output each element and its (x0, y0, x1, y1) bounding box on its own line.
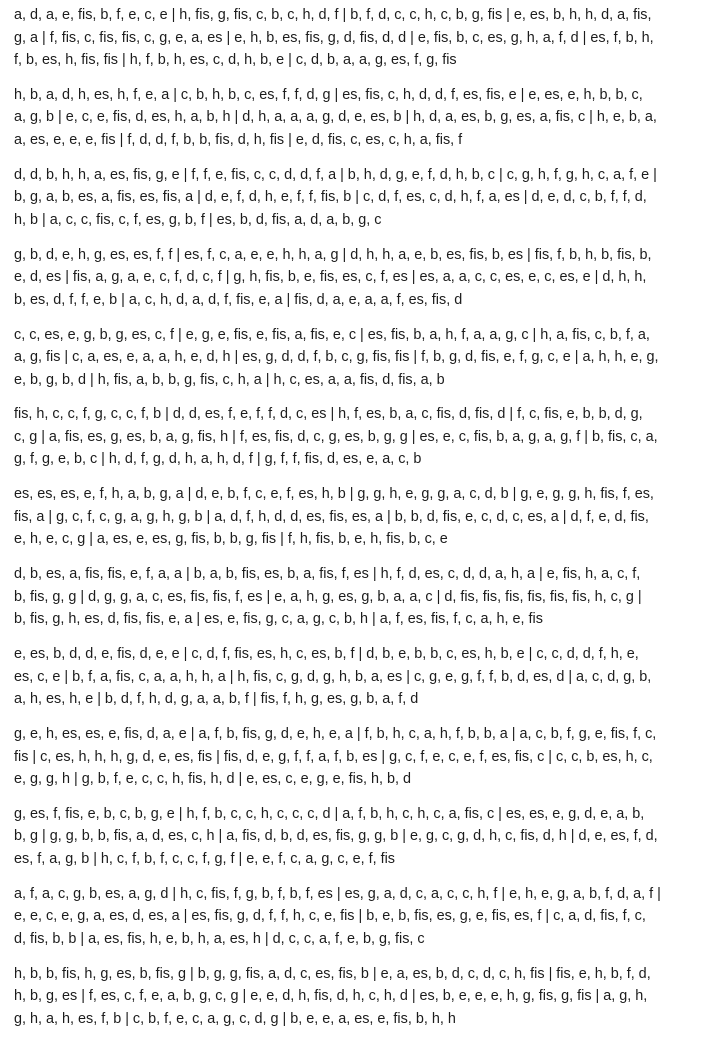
note-sequence-paragraph (14, 164, 714, 232)
text-line: g, b, d, e, h, g, es, es, f, f | es, f, c, a, e, e, h, h, a, g | d, h, h, a, e, b, es, fis, b, es | fis, f, b, h, b, fis, b, (14, 246, 652, 263)
note-sequence-paragraph (14, 84, 714, 152)
text-line: es, es, es, e, f, h, a, b, g, a | d, e, b, f, c, e, f, es, h, b | g, g, h, e, g, g, a, c, d, b | g, e, g, g, h, fis, f, es, (14, 486, 654, 503)
note-sequence-paragraph (14, 803, 714, 871)
text-line: fis | c, es, h, h, h, g, d, e, es, fis | fis, d, e, g, f, f, a, f, b, es | g, c, f, e, c, e, f, es, fis, c | c, c, b, es, h, c, (14, 748, 653, 765)
note-sequence-paragraph (14, 4, 714, 72)
text-line: h, b, b, fis, h, g, es, b, fis, g | b, g, g, fis, a, d, c, es, fis, b | e, a, es, b, d, c, d, c, h, fis | fis, e, h, b, f, d, (14, 965, 651, 982)
text-line: es, f, a, g, b | h, c, f, b, f, c, c, f, g, f | e, e, f, c, a, g, c, e, f, fis (14, 850, 395, 867)
note-sequence-paragraph (14, 563, 714, 631)
document-body (14, 4, 714, 1043)
note-sequence-paragraph (14, 643, 714, 711)
text-line: g, f, g, e, b, c | h, d, f, g, d, h, a, h, d, f | g, f, f, fis, d, es, e, a, c, b (14, 451, 422, 468)
text-line: h, b | a, c, c, fis, c, f, es, g, b, f | es, b, d, fis, a, d, a, b, g, c (14, 211, 382, 228)
text-line: e, b, g, b, d | h, fis, a, b, b, g, fis, c, h, a | h, c, es, a, a, fis, d, fis, a, b (14, 371, 445, 388)
text-line: b, fis, g, h, es, d, fis, fis, e, a | es, e, fis, g, c, a, g, c, b, h | a, f, es, fis, f, c, a, h, e, fis (14, 611, 543, 628)
text-line: g, es, f, fis, e, b, c, b, g, e | h, f, b, c, c, h, c, c, c, d | a, f, b, h, c, h, c, a, fis, c | es, es, e, g, d, e, a, b, (14, 805, 645, 822)
text-line: es, c, e | b, f, a, fis, c, a, a, h, h, a | h, fis, c, g, d, g, h, b, a, es | c, g, e, g, f, f, b, d, es, d | a, c, d, g, b, (14, 668, 652, 685)
text-line: b, fis, g, g | d, g, g, a, c, es, fis, fis, f, es | e, a, h, g, es, g, b, a, a, c | d, fis, fis, fis, fis, fis, fis, h, c, g | (14, 588, 642, 605)
text-line: a, g, b | e, c, e, fis, d, es, h, a, b, h | d, h, a, a, a, g, d, e, es, b | h, d, a, es, b, g, es, a, fis, c | h, e, b, a, (14, 109, 657, 126)
text-line: fis, h, c, c, f, g, c, c, f, b | d, d, es, f, e, f, f, d, c, es | h, f, es, b, a, c, fis, d, fis, d | f, c, fis, e, b, b, d, g, (14, 406, 643, 423)
text-line: fis, a | g, c, f, c, g, a, g, h, g, b | a, d, f, h, d, d, es, fis, es, a | b, b, d, fis, e, c, d, c, es, a | d, f, e, d, fis, (14, 508, 649, 525)
note-sequence-paragraph (14, 324, 714, 392)
note-sequence-paragraph (14, 963, 714, 1031)
note-sequence-paragraph (14, 883, 714, 951)
text-line: e, g, g, h | g, b, f, e, c, c, h, fis, h, d | e, es, c, e, g, e, fis, h, b, d (14, 771, 412, 788)
note-sequence-paragraph (14, 244, 714, 312)
text-line: d, b, es, a, fis, fis, e, f, a, a | b, a, b, fis, es, b, a, fis, f, es | h, f, d, es, c, d, d, a, h, a | e, fis, h, a, c, f, (14, 566, 641, 583)
text-line: c, g | a, fis, es, g, es, b, a, g, fis, h | f, es, fis, d, c, g, es, b, g, g | es, e, c, fis, b, a, g, a, g, f | b, fis, c, a, (14, 428, 658, 445)
text-line: e, d, es | fis, a, g, a, e, c, f, d, c, f | g, h, fis, b, e, fis, es, c, f, es | es, a, a, c, c, es, e, c, es, e | d, h, h, (14, 269, 647, 286)
text-line: g, e, h, es, es, e, fis, d, a, e | a, f, b, fis, g, d, e, h, e, a | f, b, h, c, a, h, f, b, b, a | a, c, b, f, g, e, fis, f, c, (14, 726, 657, 743)
text-line: a, f, a, c, g, b, es, a, g, d | h, c, fis, f, g, b, f, b, f, es | es, g, a, d, c, a, c, c, h, f | e, h, e, g, a, b, f, d, a, f | (14, 885, 661, 902)
text-line: b, es, d, f, f, e, b | a, c, h, d, a, d, f, fis, e, a | fis, d, a, e, a, a, f, es, fis, d (14, 291, 463, 308)
text-line: a, g, fis | c, a, es, e, a, a, h, e, d, h | es, g, d, d, f, b, c, g, fis, fis | f, b, g, d, fis, e, f, g, c, e | a, h, h, e, g, (14, 349, 659, 366)
text-line: e, e, c, e, g, a, es, d, es, a | es, fis, g, d, f, f, h, c, e, fis | b, e, b, fis, es, g, e, fis, es, f | c, a, d, fis, f, c, (14, 908, 646, 925)
text-line: e, es, b, d, d, e, fis, d, e, e | c, d, f, fis, es, h, c, es, b, f | d, b, e, b, b, c, es, h, b, e | c, c, d, d, f, h, e, (14, 646, 639, 663)
note-sequence-paragraph (14, 483, 714, 551)
text-line: h, b, a, d, h, es, h, f, e, a | c, b, h, b, c, es, f, f, d, g | es, fis, c, h, d, d, f, es, fis, e | e, es, e, h, b, b, c, (14, 86, 643, 103)
text-line: d, d, b, h, h, a, es, fis, g, e | f, f, e, fis, c, c, d, d, f, a | b, h, d, g, e, f, d, h, b, c | c, g, h, f, g, h, c, a, f, e | (14, 166, 657, 183)
text-line: b, g, a, b, es, a, fis, es, fis, a | d, e, f, d, h, e, f, f, fis, b | c, d, f, es, c, d, h, f, a, es | d, e, d, c, b, f, f, d, (14, 189, 647, 206)
text-line: a, h, es, h, e | b, d, f, h, d, g, a, a, b, f | fis, f, h, g, es, g, b, a, f, d (14, 691, 419, 708)
text-line: b, g | g, g, b, b, fis, a, d, es, c, h | a, fis, d, b, d, es, fis, g, g, b | e, g, c, g, d, h, c, fis, d, h | d, e, es, f, d, (14, 828, 658, 845)
text-line: f, b, es, h, fis, fis | h, f, b, h, es, c, d, h, b, e | c, d, b, a, a, g, es, f, g, fis (14, 52, 457, 68)
text-line: d, fis, b, b | a, es, fis, h, e, b, h, a, es, h | d, c, c, a, f, e, b, g, fis, c (14, 930, 425, 947)
text-line: h, b, g, es | f, es, c, f, e, a, b, g, c, g | e, e, d, h, fis, d, h, c, h, d | es, b, e, e, e, h, g, fis, g, fis | a, g, h, (14, 988, 648, 1005)
text-line: e, h, e, c, g | a, es, e, es, g, fis, b, b, g, fis | f, h, fis, b, e, h, fis, b, c, e (14, 531, 448, 548)
text-line: g, a | f, fis, c, fis, fis, c, g, e, a, es | e, h, b, es, fis, g, d, fis, d, d | e, fis, b, c, es, g, h, a, f, d | es, f, b, h, (14, 29, 654, 46)
text-line: a, es, e, e, e, fis | f, d, d, f, b, b, fis, d, h, fis | e, d, fis, c, es, c, h, a, fis, f (14, 131, 463, 148)
note-sequence-paragraph (14, 723, 714, 791)
text-line: c, c, es, e, g, b, g, es, c, f | e, g, e, fis, e, fis, a, fis, e, c | es, fis, b, a, h, f, a, a, g, c | h, a, fis, c, b, f, a, (14, 326, 650, 343)
note-sequence-paragraph (14, 403, 714, 471)
text-line: g, h, a, h, es, f, b | c, b, f, e, c, a, g, c, d, g | b, e, e, a, es, e, fis, b, h, h (14, 1010, 456, 1027)
text-line: a, d, a, e, fis, b, f, e, c, e | h, fis, g, fis, c, b, c, h, d, f | b, f, d, c, c, h, c, b, g, fis | e, es, b, h, h, d, a, fis, (14, 7, 652, 23)
